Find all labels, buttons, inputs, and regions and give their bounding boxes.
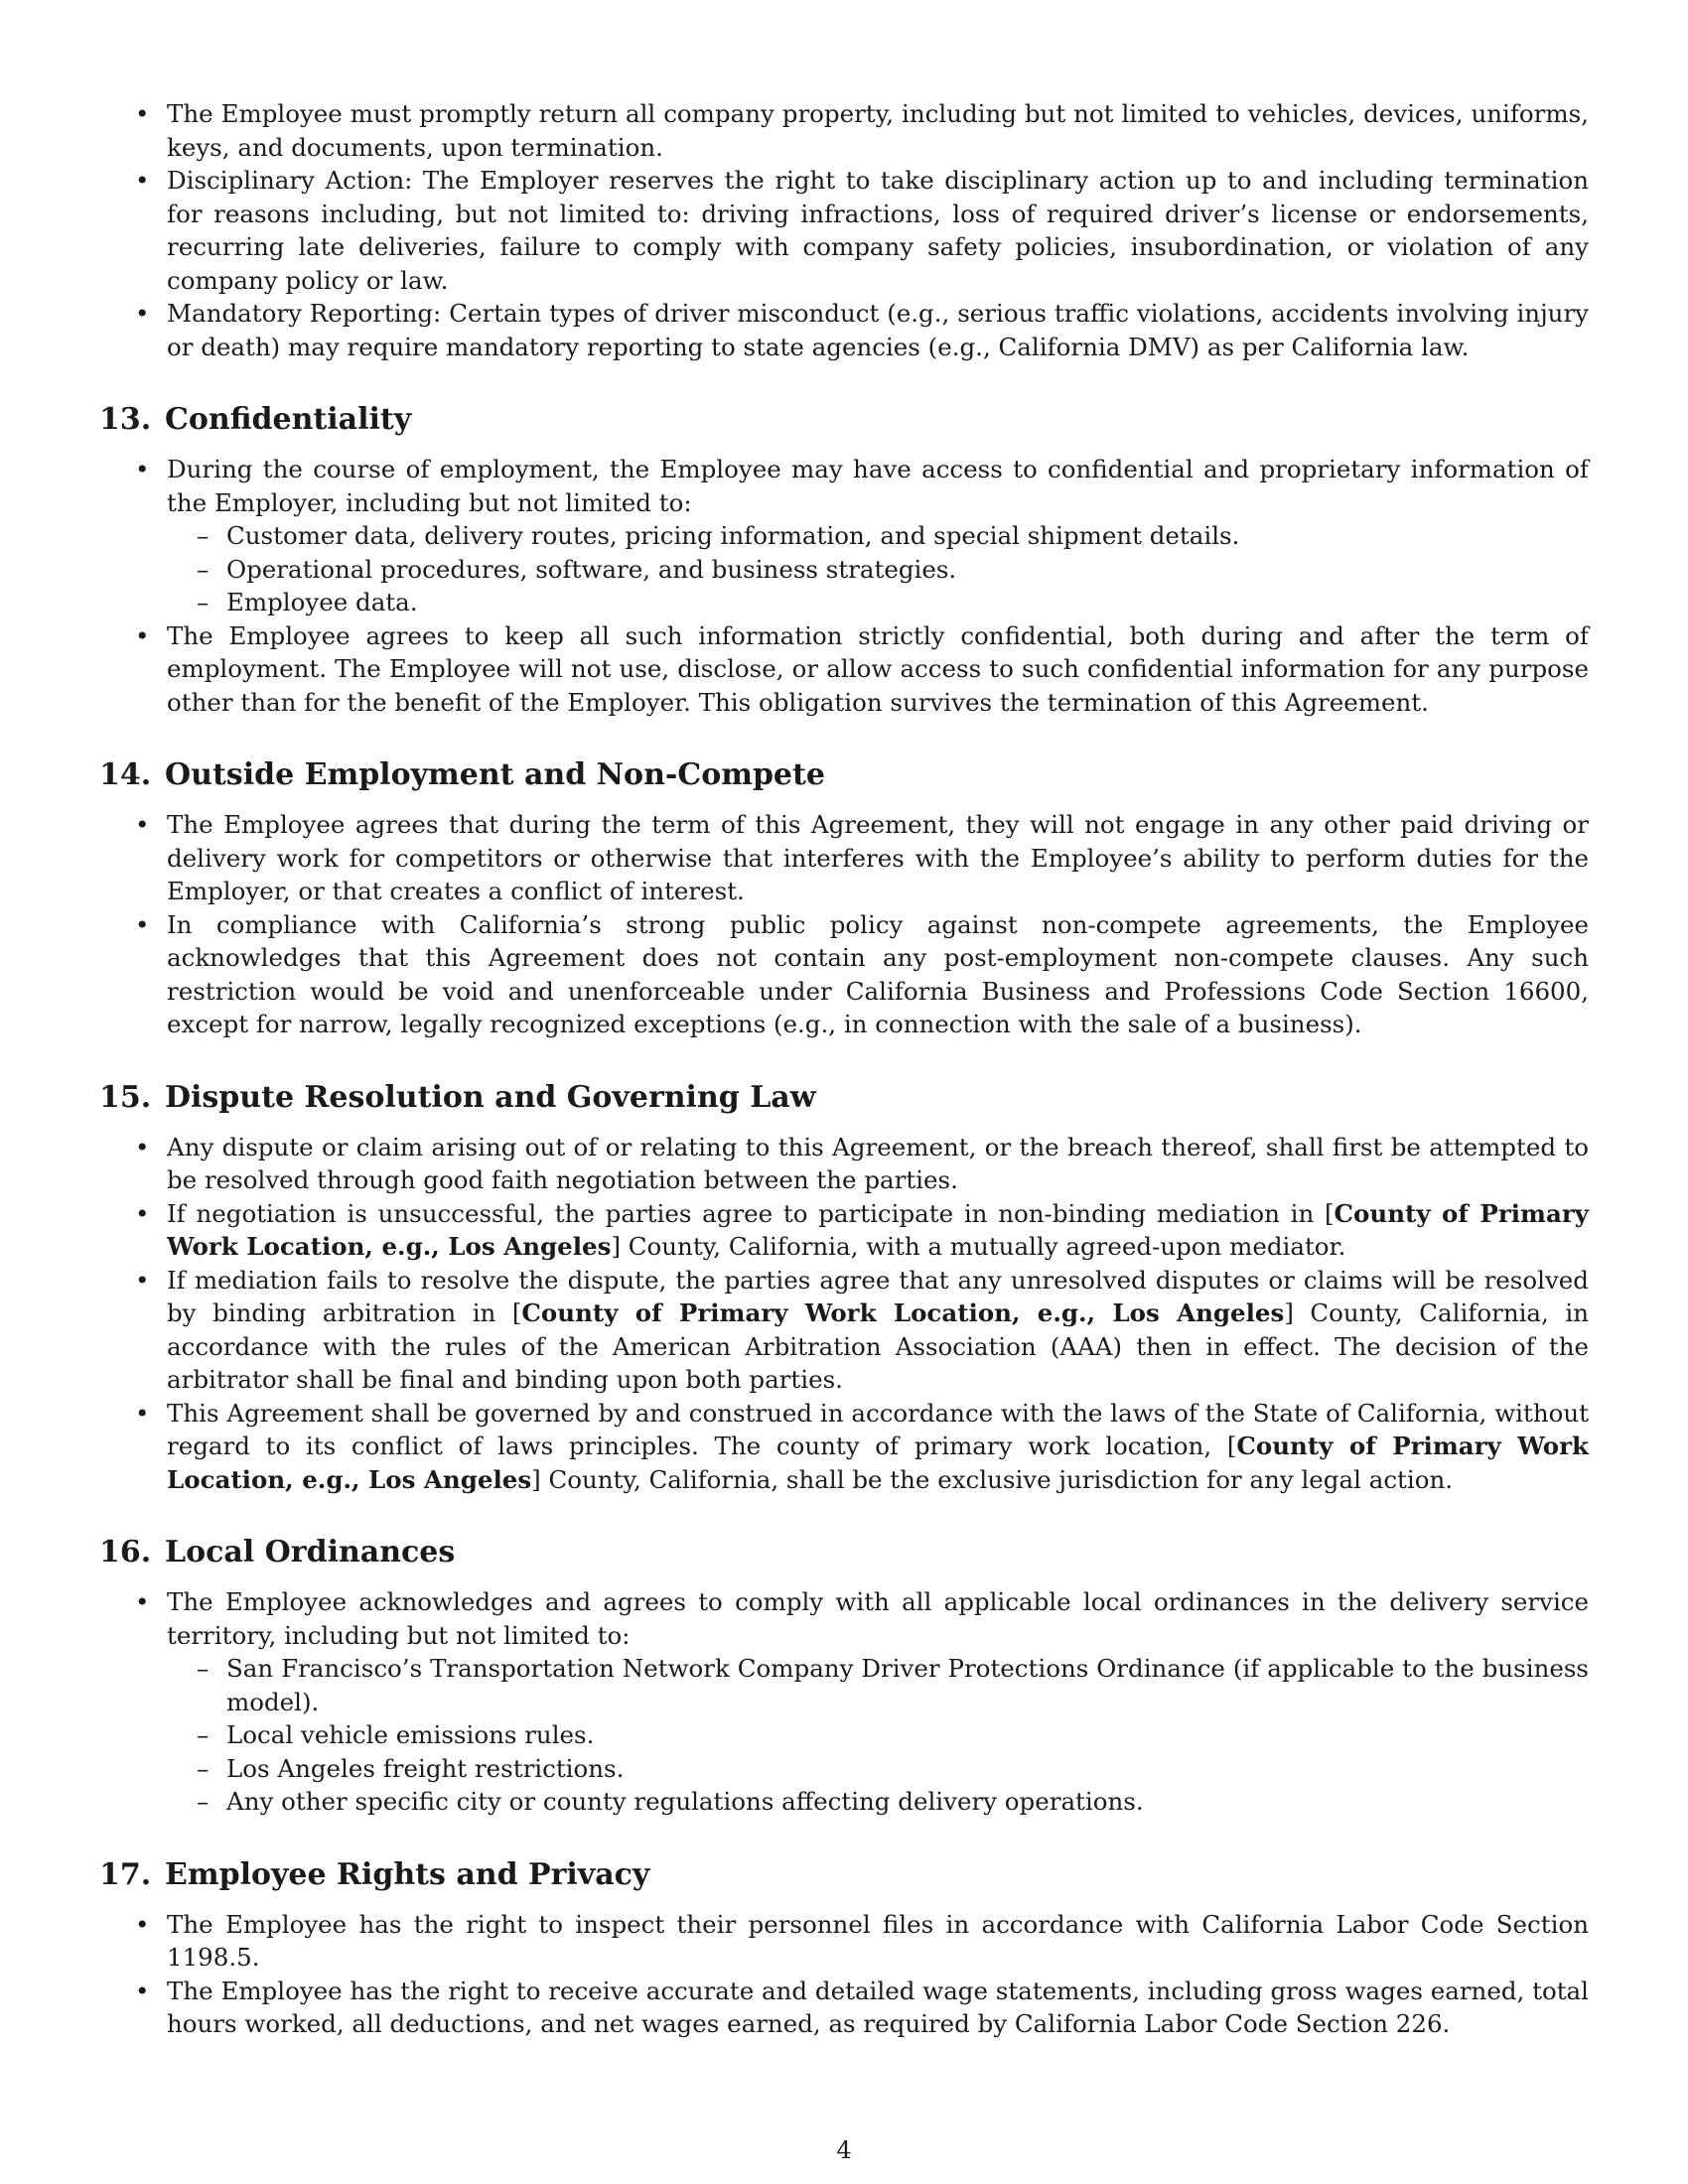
list-item: • Mandatory Reporting: Certain types of driver misconduct (e.g., serious traffic violations, accidents involving injury or death) may require mandatory reporting to state agencies (e.g., California DMV) as per California law. [99,297,1589,363]
document-body [99,97,1589,2041]
section-number: 13. [99,402,152,437]
sub-list-item: – Customer data, delivery routes, pricing information, and special shipment details. [167,519,1589,553]
text-segment: If mediation fails to resolve the dispute, the parties agree that any unresolved disputes or claims will be resolved by binding arbitration in [ [167,1265,1589,1327]
list-item [99,1197,1589,1264]
sub-list-item: – Operational procedures, software, and business strategies. [167,553,1589,587]
list-item: • Any dispute or claim arising out of or relating to this Agreement, or the breach thereof, shall first be attempted to be resolved through good faith negotiation between the parties. [99,1131,1589,1197]
section-15-list [99,1131,1589,1497]
section-16-list [99,1585,1589,1819]
list-item [99,1585,1589,1819]
section-number: 15. [99,1079,152,1115]
list-item: • Disciplinary Action: The Employer reserves the right to take disciplinary action up to and including termination for reasons including, but not limited to: driving infractions, loss of required driver’s license or endorsements, recurring late deliveries, failure to comply with company safety policies, insubordination, or violation of any company policy or law. [99,164,1589,297]
text-segment: ] County, California, shall be the exclusive jurisdiction for any legal action. [531,1464,1454,1494]
list-item: • The Employee must promptly return all company property, including but not limited to vehicles, devices, uniforms, keys, and documents, upon termination. [99,97,1589,164]
section-heading-14 [99,756,1589,794]
sub-list [167,519,1589,619]
list-item-text: During the course of employment, the Employee may have access to confidential and proprietary information of the Employer, including but not limited to: [167,455,1589,517]
text-segment: ] County, California, with a mutually agreed-upon mediator. [611,1232,1346,1261]
list-item: • In compliance with California’s strong public policy against non-compete agreements, the Employee acknowledges that this Agreement does not contain any post-employment non-compete clauses. Any such restriction would be void and unenforceable under California Business and Professions Code Section 16600, except for narrow, legally recognized exceptions (e.g., in connection with the sale of a business). [99,908,1589,1041]
list-item [99,453,1589,619]
section-title: Confidentiality [165,402,412,437]
sub-list-item: – Any other specific city or county regulations affecting delivery operations. [167,1785,1589,1819]
section-title: Outside Employment and Non-Compete [165,757,825,792]
county-placeholder: County of Primary Work Location, e.g., Los Angeles [167,1198,1589,1261]
text-segment: This Agreement shall be governed by and construed in accordance with the laws of the State of California, without regard to its conflict of laws principles. The county of primary work location, [ [167,1398,1589,1460]
list-item: • The Employee agrees that during the term of this Agreement, they will not engage in any other paid driving or delivery work for competitors or otherwise that interferes with the Employee’s ability to perform duties for the Employer, or that creates a conflict of interest. [99,808,1589,908]
list-item [99,1397,1589,1497]
sub-list-item: – Local vehicle emissions rules. [167,1718,1589,1752]
section-title: Local Ordinances [165,1535,456,1570]
page-number: 4 [836,2136,852,2164]
list-item: • The Employee has the right to receive accurate and detailed wage statements, including gross wages earned, total hours worked, all deductions, and net wages earned, as required by California Labor Code Section 226. [99,1975,1589,2041]
sub-list-item: – San Francisco’s Transportation Network Company Driver Protections Ordinance (if applicable to the business model). [167,1652,1589,1718]
section-number: 17. [99,1856,152,1892]
text-segment: ] County, California, in accordance with the rules of the American Arbitration Association (AAA) then in effect. The decision of the arbitrator shall be final and binding upon both parties. [167,1298,1589,1394]
section-13-list [99,453,1589,719]
section-14-list [99,808,1589,1041]
sub-list-item: – Employee data. [167,586,1589,619]
section-heading-15 [99,1079,1589,1117]
section-title: Dispute Resolution and Governing Law [165,1079,816,1115]
list-item: • The Employee has the right to inspect their personnel files in accordance with California Labor Code Section 1198.5. [99,1908,1589,1975]
list-item: • The Employee agrees to keep all such information strictly confidential, both during and after the term of employment. The Employee will not use, disclose, or allow access to such confidential information for any purpose other than for the benefit of the Employer. This obligation survives the termination of this Agreement. [99,619,1589,720]
sub-list [167,1652,1589,1819]
section-number: 14. [99,757,152,792]
county-placeholder: County of Primary Work Location, e.g., Los Angeles [521,1298,1285,1327]
section-12-continued-list [99,97,1589,363]
sub-list-item: – Los Angeles freight restrictions. [167,1752,1589,1786]
county-placeholder: County of Primary Work Location, e.g., Los Angeles [167,1432,1589,1494]
section-heading-16 [99,1534,1589,1571]
list-item-text: The Employee acknowledges and agrees to comply with all applicable local ordinances in the delivery service territory, including but not limited to: [167,1587,1589,1650]
text-segment: If negotiation is unsuccessful, the parties agree to participate in non-binding mediation in [ [167,1198,1335,1228]
section-heading-17 [99,1856,1589,1894]
section-title: Employee Rights and Privacy [165,1856,650,1892]
section-17-list [99,1908,1589,2041]
section-number: 16. [99,1535,152,1570]
list-item [99,1264,1589,1397]
section-heading-13 [99,401,1589,439]
